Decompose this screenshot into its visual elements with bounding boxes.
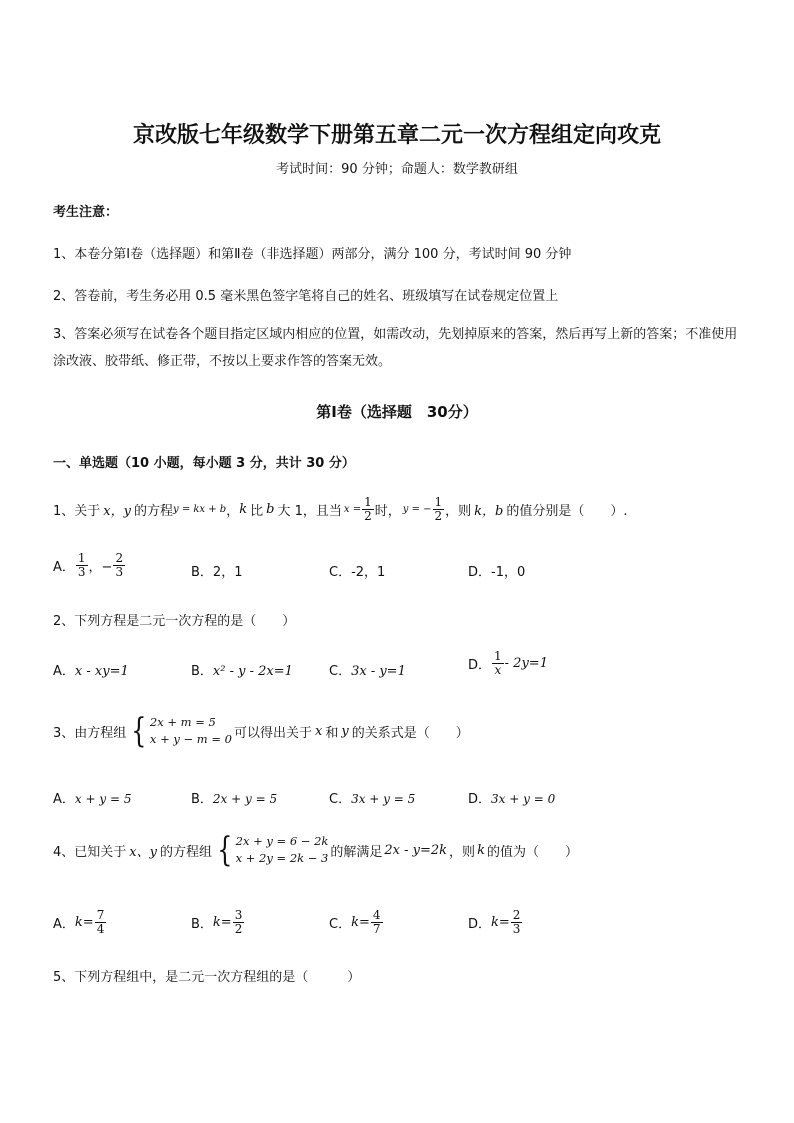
q3-system-line-2: x + y − m = 0 (149, 732, 232, 746)
part-title: 一、单选题（10 小题，每小题 3 分，共计 30 分） (53, 456, 355, 471)
question-4 (53, 830, 578, 870)
q1-mid4: 大 1，且当 (277, 504, 342, 519)
q1-a-fraction-1: $\frac{1}{3}$ (77, 551, 86, 579)
q3-prefix: 3、由方程组 (53, 725, 127, 741)
q4-a-k: k= (74, 915, 94, 930)
q1-option-b[interactable]: B．2，1 (191, 565, 243, 580)
section-title: 第Ⅰ卷（选择题 30分） (316, 403, 478, 421)
q4-option-a[interactable] (53, 909, 107, 936)
q4-option-c[interactable] (329, 909, 384, 936)
option-label: B． (191, 917, 213, 932)
option-label: D． (468, 658, 492, 673)
q4-vars: x、y (129, 844, 157, 860)
q4-c-k: k= (351, 915, 370, 930)
q2-option-d[interactable] (468, 650, 548, 677)
option-label: B． (191, 664, 213, 679)
q3-system (128, 711, 232, 751)
q1-mid2: ， (226, 504, 240, 519)
q1-option-d[interactable]: D．-1，0 (468, 565, 526, 580)
question-2: 2、下列方程是二元一次方程的是（ ） (53, 614, 296, 629)
q1-mid3: 比 (250, 504, 264, 519)
q1-x-fraction: $\frac{1}{2}$ (364, 495, 372, 523)
q4-system (214, 830, 329, 870)
q4-c-fraction: $\frac{4}{7}$ (372, 908, 381, 936)
q1-mid1: 的方程 (133, 504, 173, 519)
q3-c-expr: 3x + y = 5 (351, 792, 416, 806)
question-1 (53, 496, 628, 523)
q4-b-fraction: $\frac{3}{2}$ (234, 908, 243, 936)
q4-suffix: 的值为（ ） (486, 844, 578, 860)
q1-equation: y = kx + b (172, 504, 227, 515)
q4-system-line-1: 2x + y = 6 − 2k (235, 834, 329, 848)
q1-a-fraction-2: $\frac{2}{3}$ (115, 551, 124, 579)
q4-mid2: 的解满足 (330, 844, 383, 860)
q1-option-c[interactable]: C．-2，1 (329, 565, 386, 580)
q3-suffix-b: 和 (325, 725, 339, 741)
option-label: A． (53, 664, 75, 679)
q1-x-eq: x = (343, 504, 362, 515)
q3-b-expr: 2x + y = 5 (212, 792, 278, 806)
q3-system-line-1: 2x + m = 5 (149, 715, 216, 729)
option-label: C． (329, 664, 352, 679)
q3-option-a[interactable] (53, 788, 131, 807)
option-label: A． (53, 560, 75, 575)
q4-mid: 的方程组 (159, 844, 212, 860)
q2-option-b[interactable] (191, 660, 293, 679)
q3-x: x (314, 723, 323, 739)
q3-option-c[interactable] (329, 788, 415, 807)
question-3 (53, 711, 469, 751)
q3-option-b[interactable] (191, 788, 277, 807)
q2-option-c[interactable] (329, 660, 406, 679)
q4-mid3: ，则 (449, 844, 476, 860)
brace-icon: { (217, 830, 233, 870)
q4-condition: 2x - y=2k (384, 842, 448, 858)
q1-kb: k，b (474, 504, 504, 519)
q4-a-fraction: $\frac{7}{4}$ (96, 908, 105, 936)
q1-y-fraction: $\frac{1}{2}$ (434, 495, 443, 523)
notice-item-2: 2、答卷前，考生务必用 0.5 毫米黑色签字笔将自己的姓名、班级填写在试卷规定位置上 (53, 289, 559, 304)
option-label: C． (329, 792, 352, 807)
q2-option-a[interactable] (53, 660, 129, 679)
notice-heading: 考生注意： (53, 205, 119, 220)
notice-item-1: 1、本卷分第Ⅰ卷（选择题）和第Ⅱ卷（非选择题）两部分，满分 100 分，考试时间 90 分钟 (53, 247, 572, 262)
exam-subtitle: 考试时间：90 分钟；命题人：数学教研组 (276, 162, 518, 177)
q2-d-rest: - 2y=1 (504, 656, 548, 671)
option-label: C． (329, 917, 352, 932)
q1-y-eq: y = − (402, 504, 432, 515)
option-label: A． (53, 917, 75, 932)
q1-option-a[interactable] (53, 552, 126, 579)
q3-suffix-c: 的关系式是（ ） (351, 725, 469, 741)
q1-b: b (266, 502, 275, 517)
q4-option-b[interactable] (191, 909, 245, 936)
q4-option-d[interactable] (468, 909, 523, 936)
option-label: A． (53, 792, 75, 807)
q3-y: y (341, 723, 349, 739)
q3-d-expr: 3x + y = 0 (491, 792, 556, 806)
brace-icon: { (131, 711, 147, 751)
q2-d-fraction: $\frac{1}{x}$ (494, 649, 502, 677)
q4-d-fraction: $\frac{2}{3}$ (512, 908, 521, 936)
q2-a-expr: x - xy=1 (74, 664, 129, 679)
q1-mid5: 时， (374, 504, 401, 519)
option-label: D． (468, 792, 492, 807)
q3-suffix-a: 可以得出关于 (233, 725, 312, 741)
option-label: D． (468, 917, 492, 932)
q2-c-expr: 3x - y=1 (351, 664, 406, 679)
q4-k: k (477, 842, 485, 858)
question-5: 5、下列方程组中，是二元一次方程组的是（ ） (53, 970, 361, 985)
q1-a-separator: ，− (88, 560, 113, 575)
q3-option-d[interactable] (468, 788, 555, 807)
option-label: B． (191, 792, 213, 807)
notice-item-3: 3、答案必须写在试卷各个题目指定区域内相应的位置，如需改动，先划掉原来的答案，然后再写上新的答案；不准使用涂改液、胶带纸、修正带，不按以上要求作答的答案无效。 (53, 327, 738, 369)
q4-system-line-2: x + 2y = 2k − 3 (235, 851, 329, 865)
q1-prefix: 1、关于 (53, 504, 101, 519)
q2-b-expr: x² - y - 2x=1 (212, 664, 293, 679)
page-title: 京改版七年级数学下册第五章二元一次方程组定向攻克 (132, 122, 661, 148)
q1-vars: x，y (103, 504, 131, 519)
q4-b-k: k= (212, 915, 232, 930)
q4-d-k: k= (491, 915, 510, 930)
q1-mid6: ，则 (445, 504, 472, 519)
q3-a-expr: x + y = 5 (74, 792, 132, 806)
q1-suffix: 的值分别是（ ）. (506, 504, 628, 519)
q1-k: k (239, 502, 248, 517)
q4-prefix: 4、已知关于 (53, 844, 127, 860)
